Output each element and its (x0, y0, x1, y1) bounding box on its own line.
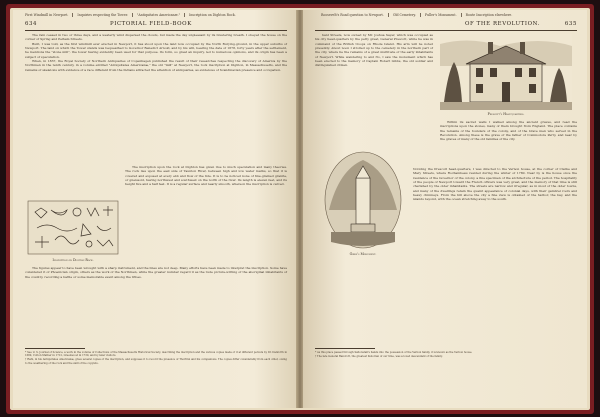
sidebar-note: Old Cemetery. (389, 13, 421, 17)
footnote: * As this place passed through Saltonstall's hands into the possession of the Vernon family, it is known as the Vernon house. (315, 351, 473, 354)
figure-caption: Gibbs's Monument. (349, 252, 377, 256)
footnote: † The late General Bancroft, the greatest historian of our time, was a loved descendant of the family. (315, 355, 443, 359)
right-page (303, 10, 587, 408)
sidebar-note: "Antiquitates Americanæ." (133, 13, 185, 17)
sidebar-note: First Windmill in Newport. (21, 13, 73, 17)
paragraph: Built, I was told, as the first windmill ever erected in Newport, it has stood upon the land now occupied by the North Burying-ground, in the upper suburbs of Newport. The land on which the Tower stands was bequeathed to Governor Benedict Arnold, and by his will, bearing the date of 1678, forty years after the settlement, he mentions the "stone mill", the tower having evidently been used for that purpose. Its form, so great an inquiry, led to numerous opinions, and its origin has been a subject of speculation. (25, 41, 287, 59)
right-body-top (315, 33, 433, 163)
paragraph: The rain ceased in two or three days, and a westerly wind dispersed the clouds, but made the day unpleasant by its blustering breath. I obeyed the house on the corner of Spring and Pelham Streets. (25, 33, 287, 42)
paragraph: The inscription upon the rock at Dighton has given rise to much speculation and many theories. The rock lies upon the east side of Taunton River, between high and low water marks, so that it is covered and exposed at every ebb and flow of the tide. It is to be noticed none of fine-grained granite, or gneissoid, having northwest and southwest on the north of the river. Its length is eleven feet, and its height five and a half feet. It is a regular surface and nearly smooth, whereon the inscription is carved. (125, 165, 287, 187)
left-body-side (125, 165, 287, 265)
footnote: * See U. S. Journal of Science, a work in the volume of Collections of the Massachusetts Historical Society, describing the inscription and the various copies made of it at different periods by Dr. Danforth in 1680, Cotton Mather in 1712, Greenwood in 1730, and by later visitors. (25, 351, 287, 358)
header-rule (25, 30, 287, 31)
sidebar-note: Fuller's Monument. (421, 13, 462, 17)
left-page (13, 10, 297, 408)
right-body-lower (315, 167, 577, 345)
paragraph: hant Streets, now owned by Mr. Joshua Sayer, which was occupied as his city head-quarters by the petty great, General Prescott, while he was in command of the British troops on Rhode Island. His arm will be noted presently. About noon I strolled up to the cemetery in the northern part of the city, where lie the remains of a great multitude of the early inhabitants of Newport. While wandering to and fro, I saw the monument which has been erected to the memory of Captain Robert Gibbs, the old soldier and distinguished citizen. (315, 33, 433, 68)
page-number: 634 (25, 21, 38, 27)
left-sidebar-notes (21, 13, 240, 17)
paragraph: Within its sacred walls I walked among the ancient graves, and read the inscriptions upon the stones, many of them brought from England. The place contains the remains of the founders of the colony, and of the brave men who served in the Revolution. Among these is the grave of the father of Commodore Perry, and near by the graves of many of the old families of the city. (440, 120, 577, 142)
left-footnotes (25, 351, 287, 403)
left-body-top (25, 33, 287, 163)
right-body-mid (440, 120, 577, 165)
sidebar-note: Roosevelt's Road question to Newport. (317, 13, 389, 17)
footnote: † Rafn, in his Antiquitates Americanæ, gives several copies of the inscription, and supposes it to record the presence of Thorfinn and his companions. The copies differ considerably from each other, owing to the weathering of the rock and the skill of the copyists. (25, 358, 287, 365)
left-header (25, 21, 287, 29)
sidebar-note: Route Inscription elsewhere. (465, 13, 513, 17)
right-header (315, 21, 577, 29)
right-sidebar-notes (317, 13, 516, 17)
running-head: PICTORIAL FIELD-BOOK (110, 21, 192, 27)
sidebar-note: Inscription on Dighton Rock. (189, 13, 236, 17)
paragraph: Noticing the Prescott head-quarters, I was directed to the Vernon house, at the corner of Clarke and Mary Streets, where Rochambeau resided during the winter of 1780. Near by is the house once the residence of the Governor of the colony, a fine specimen of the architecture of the period. The hospitality of the people of Newport toward the French officers was very great, and the memory of that time is still cherished by the older inhabitants. The streets are narrow and irregular, as in most of the older towns, and many of the dwellings retain the quaint appearance of colonial days, with their gambrel roofs and heavy chimneys. From the hill above the city a fine view is obtained of the harbor, the bay, and the islands beyond, with the ocean stretching away to the south. (413, 167, 577, 202)
sidebar-note: Inquiries respecting the Tower. (73, 13, 133, 17)
right-footnotes (315, 351, 577, 403)
page-number: 635 (564, 21, 577, 27)
dighton-rock-illustration (27, 200, 119, 255)
running-head: OF THE REVOLUTION. (465, 21, 540, 27)
figure-caption: Inscription on Dighton Rock. (52, 258, 94, 262)
header-rule (315, 30, 577, 31)
figure-caption: Prescott's Head-quarters. (487, 112, 525, 116)
prescott-headquarters-illustration (440, 34, 572, 110)
paragraph: When, in 1837, the Royal Society of Northern Antiquaries of Copenhagen published the result of their researches respecting the discovery of America by the Northmen in the tenth century, in a volume entitled "Antiquitates Americanæ," the old "mill" at Newport, the rock inscription at Dighton, in Massachusetts, and the remains of skeletons with evidence of a race different from the Indians attracted the attention of antiquaries, as evidences of Scandinavian presence and occupation. (25, 59, 287, 72)
paragraph: The figures appear to have been wrought with a sharp instrument, and the lines are not deep. Many efforts have been made to interpret the inscription. Some have considered it of Phoenician origin, others as the work of the Northmen, while the greater number regard it as the rude picture-writing of the aboriginal inhabitants of the country, recording a battle or some memorable event among the tribes. (25, 266, 287, 279)
left-body-bottom (25, 266, 287, 346)
